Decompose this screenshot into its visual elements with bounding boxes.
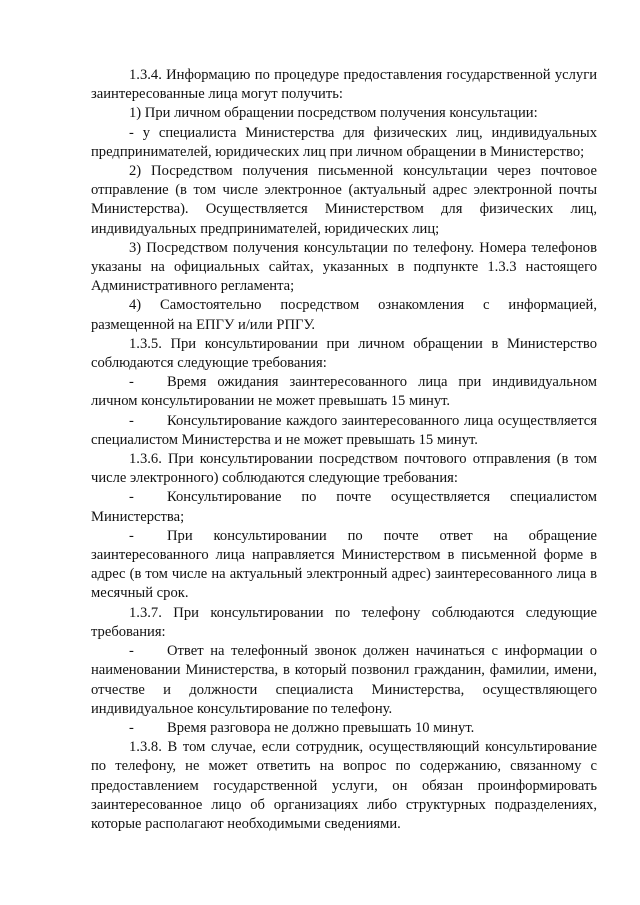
- dash-marker: -: [129, 527, 134, 544]
- dash-item-consult-duration: [91, 412, 597, 450]
- paragraph-item-1-sub: - у специалиста Министерства для физических лиц, индивидуальных предпринимателей, юридических лиц при личном обращении в Министерство;: [91, 124, 597, 160]
- dash-item-mail-response: [91, 527, 597, 604]
- dash-item-call-duration: [91, 719, 597, 738]
- paragraph-item-2: 2) Посредством получения письменной консультации через почтовое отправление (в том числе электронное (актуальный адрес электронной почты Министерства). Осуществляется Министерством для физических лиц, индивидуальных предпринимателей, юридических лиц;: [91, 163, 597, 237]
- paragraph-item-4: 4) Самостоятельно посредством ознакомления с информацией, размещенной на ЕПГУ и/или РПГУ.: [91, 297, 597, 333]
- paragraph-1-3-4: 1.3.4. Информацию по процедуре предоставления государственной услуги заинтересованные лица могут получить:: [91, 67, 597, 103]
- dash-marker: -: [129, 719, 134, 736]
- paragraph-1-3-8: 1.3.8. В том случае, если сотрудник, осуществляющий консультирование по телефону, не может ответить на вопрос по содержанию, связанному с предоставлением государственной услуги, он обязан проинформировать заинтересованное лицо об организациях либо структурных подразделениях, которые располагают необходимыми сведениями.: [91, 739, 597, 832]
- dash-item-text: Консультирование по почте осуществляется специалистом Министерства;: [91, 489, 597, 525]
- dash-marker: -: [129, 643, 134, 660]
- dash-item-phone-answer: [91, 642, 597, 719]
- paragraph-1-3-5: 1.3.5. При консультировании при личном обращении в Министерство соблюдаются следующие требования:: [91, 335, 597, 372]
- paragraph-1-3-7: 1.3.7. При консультировании по телефону соблюдаются следующие требования:: [91, 604, 597, 640]
- document-page: [91, 66, 597, 834]
- dash-item-text: Время разговора не должно превышать 10 минут.: [167, 719, 475, 736]
- dash-marker: -: [129, 412, 134, 429]
- dash-item-waiting-time: [91, 373, 597, 411]
- paragraph-item-1: 1) При личном обращении посредством получения консультации:: [129, 105, 538, 122]
- dash-item-text: При консультировании по почте ответ на обращение заинтересованного лица направляется Министерством в письменной форме в адрес (в том числе на актуальный электронный адрес) заинтересованного лица в месячный срок.: [91, 527, 597, 602]
- dash-marker: -: [129, 489, 134, 506]
- dash-marker: -: [129, 374, 134, 391]
- paragraph-1-3-6: 1.3.6. При консультировании посредством почтового отправления (в том числе электронного) соблюдаются следующие требования:: [91, 451, 597, 487]
- dash-item-text: Консультирование каждого заинтересованного лица осуществляется специалистом Министерства и не может превышать 15 минут.: [91, 412, 597, 448]
- dash-item-text: Ответ на телефонный звонок должен начинаться с информации о наименовании Министерства, в который позвонил гражданин, фамилии, имени, отчестве и должности специалиста Министерства, осуществляющего индивидуальное консультирование по телефону.: [91, 643, 597, 717]
- dash-item-mail-consult: [91, 488, 597, 526]
- paragraph-item-3: 3) Посредством получения консультации по телефону. Номера телефонов указаны на официальных сайтах, указанных в подпункте 1.3.3 настоящего Административного регламента;: [91, 239, 597, 295]
- dash-item-text: Время ожидания заинтересованного лица при индивидуальном личном консультировании не может превышать 15 минут.: [91, 374, 597, 410]
